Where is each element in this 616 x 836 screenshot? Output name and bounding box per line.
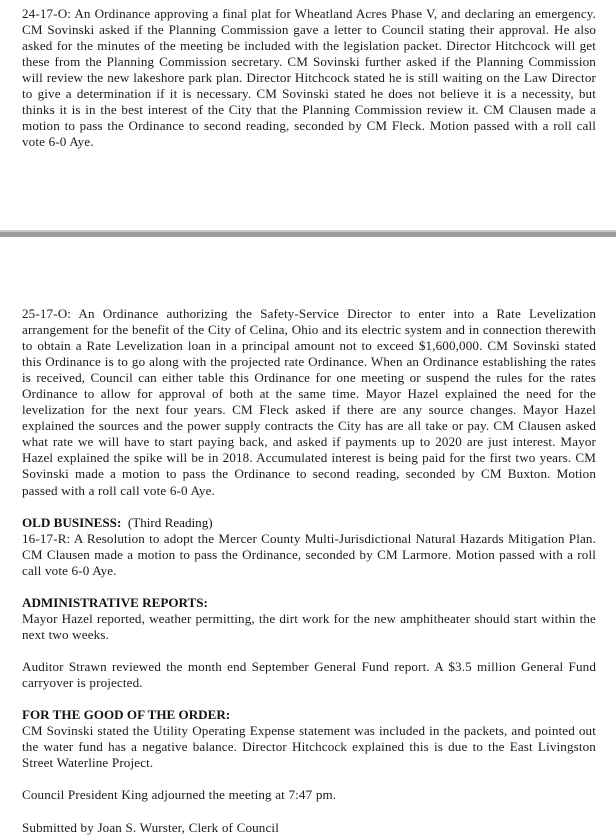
paragraph-good-of-the-order: CM Sovinski stated the Utility Operating Expense statement was included in the packets, and pointed out the water fund has a negative balance. Director Hitchcock explained this is due to the East Livingston Street Waterline Project. xyxy=(22,723,596,771)
paragraph-adjournment: Council President King adjourned the meeting at 7:47 pm. xyxy=(22,787,337,803)
paragraph-mayor-report: Mayor Hazel reported, weather permitting, the dirt work for the new amphitheater should start within the next two weeks. xyxy=(22,610,596,642)
paragraph-submitted-by: Submitted by Joan S. Wurster, Clerk of Council xyxy=(22,819,279,835)
heading-old-business-note: (Third Reading) xyxy=(127,514,213,530)
paragraph-spacer xyxy=(22,643,596,659)
separator-shadow-bar xyxy=(0,232,616,237)
paragraph-spacer xyxy=(22,771,596,787)
paragraph-resolution-16-17-R: 16-17-R: A Resolution to adopt the Mercer County Multi-Jurisdictional Natural Hazards Mitigation Plan. CM Clausen made a motion to pass the Ordinance, seconded by CM Larmore. Motion passed with a roll call vote 6-0 Aye. xyxy=(22,530,596,578)
paragraph-spacer xyxy=(22,803,596,819)
page-one-content xyxy=(22,6,596,150)
page-two-content xyxy=(22,306,596,836)
paragraph-spacer xyxy=(22,579,596,595)
paragraph-spacer xyxy=(22,499,596,515)
paragraph-ordinance-24-17-O: 24-17-O: An Ordinance approving a final plat for Wheatland Acres Phase V, and declaring an emergency. CM Sovinski asked if the Planning Commission gave a letter to Council stating their approval. He also asked for the minutes of the meeting be included with the legislation packet. Director Hitchcock will get these from the Planning Commission secretary. CM Sovinski further asked if the Planning Commission will review the new lakeshore park plan. Director Hitchcock stated he is still waiting on the Law Director to give a determination if it is necessary. CM Sovinski stated he does not believe it is a necessity, but thinks it is in the best interest of the City that the Planning Commission review it. CM Clausen made a motion to pass the Ordinance to second reading, seconded by CM Fleck. Motion passed with a roll call vote 6-0 Aye. xyxy=(22,6,596,150)
heading-administrative-reports: ADMINISTRATIVE REPORTS: xyxy=(22,594,208,610)
heading-for-the-good-of-the-order: FOR THE GOOD OF THE ORDER: xyxy=(22,707,231,723)
paragraph-spacer xyxy=(22,691,596,707)
heading-old-business-label: OLD BUSINESS: xyxy=(22,514,122,530)
heading-old-business xyxy=(22,515,596,531)
page-break-separator xyxy=(0,230,616,237)
paragraph-ordinance-25-17-O: 25-17-O: An Ordinance authorizing the Safety-Service Director to enter into a Rate Levelization arrangement for the benefit of the City of Celina, Ohio and its electric system and in connection therewith to obtain a Rate Levelization loan in a principal amount not to exceed $1,600,000. CM Sovinski stated this Ordinance is to go along with the projected rate Ordinance. When an Ordinance establishing the rates is received, Council can either table this Ordinance for one meeting or suspend the rules for the rates Ordinance to allow for approval of both at the same time. Mayor Hazel explained the need for the levelization for the next four years. CM Fleck asked if there are any source changes. Mayor Hazel explained the sources and the power supply contracts the City has are all take or pay. CM Clausen asked what rate we will have to start paying back, and asked if payments up to 2020 are just interest. Mayor Hazel explained the spike will be in 2018. Accumulated interest is being paid for the first two years. CM Sovinski made a motion to pass the Ordinance to second reading, seconded by CM Buxton. Motion passed with a roll call vote 6-0 Aye. xyxy=(22,306,596,498)
paragraph-auditor-report: Auditor Strawn reviewed the month end September General Fund report. A $3.5 million General Fund carryover is projected. xyxy=(22,659,596,691)
